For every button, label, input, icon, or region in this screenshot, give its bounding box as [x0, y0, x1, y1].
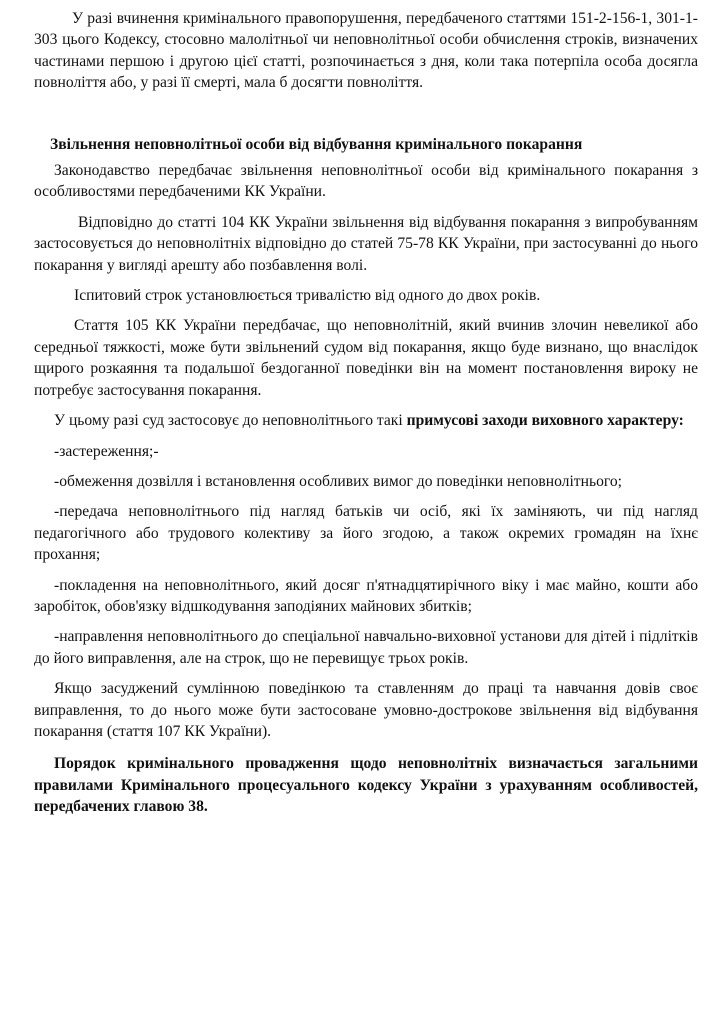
measure-item: -направлення неповнолітнього до спеціальної навчально-виховної установи для дітей і підлітків до його виправлення, але на строк, що не перевищує трьох років.	[34, 628, 698, 667]
body-paragraph: Законодавство передбачає звільнення неповнолітньої особи від кримінального покарання з особливостями передбаченими КК України.	[34, 162, 698, 201]
measure-item: -застереження;-	[54, 442, 159, 460]
measures-intro-text: У цьому разі суд застосовує до неповнолітнього такі	[54, 412, 407, 430]
intro-paragraph: У разі вчинення кримінального правопорушення, передбаченого статтями 151-2-156-1, 301-1-303 цього Кодексу, стосовно малолітньої чи неповнолітньої особи обчислення строків, визначених частинами першою і другою цієї статті, розпочинається з дня, коли така потерпіла особа досягла повноліття або, у разі її смерті, мала б досягти повноліття.	[34, 10, 698, 92]
measures-intro-bold-text: примусові заходи виховного характеру:	[406, 412, 684, 430]
measure-item: -обмеження дозвілля і встановлення особливих вимог до поведінки неповнолітнього;	[54, 472, 623, 490]
closing-paragraph: Порядок кримінального провадження щодо неповнолітніх визначається загальними правилами Кримінального процесуального кодексу України з урахуванням особливостей, передбачених главою 38.	[34, 755, 698, 816]
section-heading: Звільнення неповнолітньої особи від відбування кримінального покарання	[50, 135, 583, 153]
measure-item: -передача неповнолітнього під нагляд батьків чи осіб, які їх заміняють, чи під нагляд педагогічного або трудового колективу за його згодою, а також окремих громадян на їхнє прохання;	[34, 503, 698, 564]
body-paragraph: Стаття 105 КК України передбачає, що неповнолітній, який вчинив злочин невеликої або середньої тяжкості, може бути звільнений судом від покарання, якщо буде визнано, що внаслідок щирого розкаяння та подальшої бездоганної поведінки він на момент постановлення вироку не потребує застосування покарання.	[34, 317, 698, 399]
document-page	[34, 8, 698, 818]
body-paragraph: Відповідно до статті 104 КК України звільнення від відбування покарання з випробуванням застосовується до неповнолітніх відповідно до статей 75-78 КК України, при застосуванні до нього покарання у вигляді арешту або позбавлення волі.	[34, 213, 698, 274]
measure-item: -покладення на неповнолітнього, який досяг п'ятнадцятирічного віку і має майно, кошти або заробіток, обов'язку відшкодування заподіяних майнових збитків;	[34, 576, 698, 615]
parole-paragraph: Якщо засуджений сумлінною поведінкою та ставленням до праці та навчання довів своє виправлення, то до нього може бути застосоване умовно-дострокове звільнення від відбування покарання (стаття 107 КК України).	[34, 680, 698, 740]
body-paragraph: Іспитовий строк установлюється тривалістю від одного до двох років.	[74, 287, 541, 305]
measures-intro-paragraph	[34, 410, 698, 431]
